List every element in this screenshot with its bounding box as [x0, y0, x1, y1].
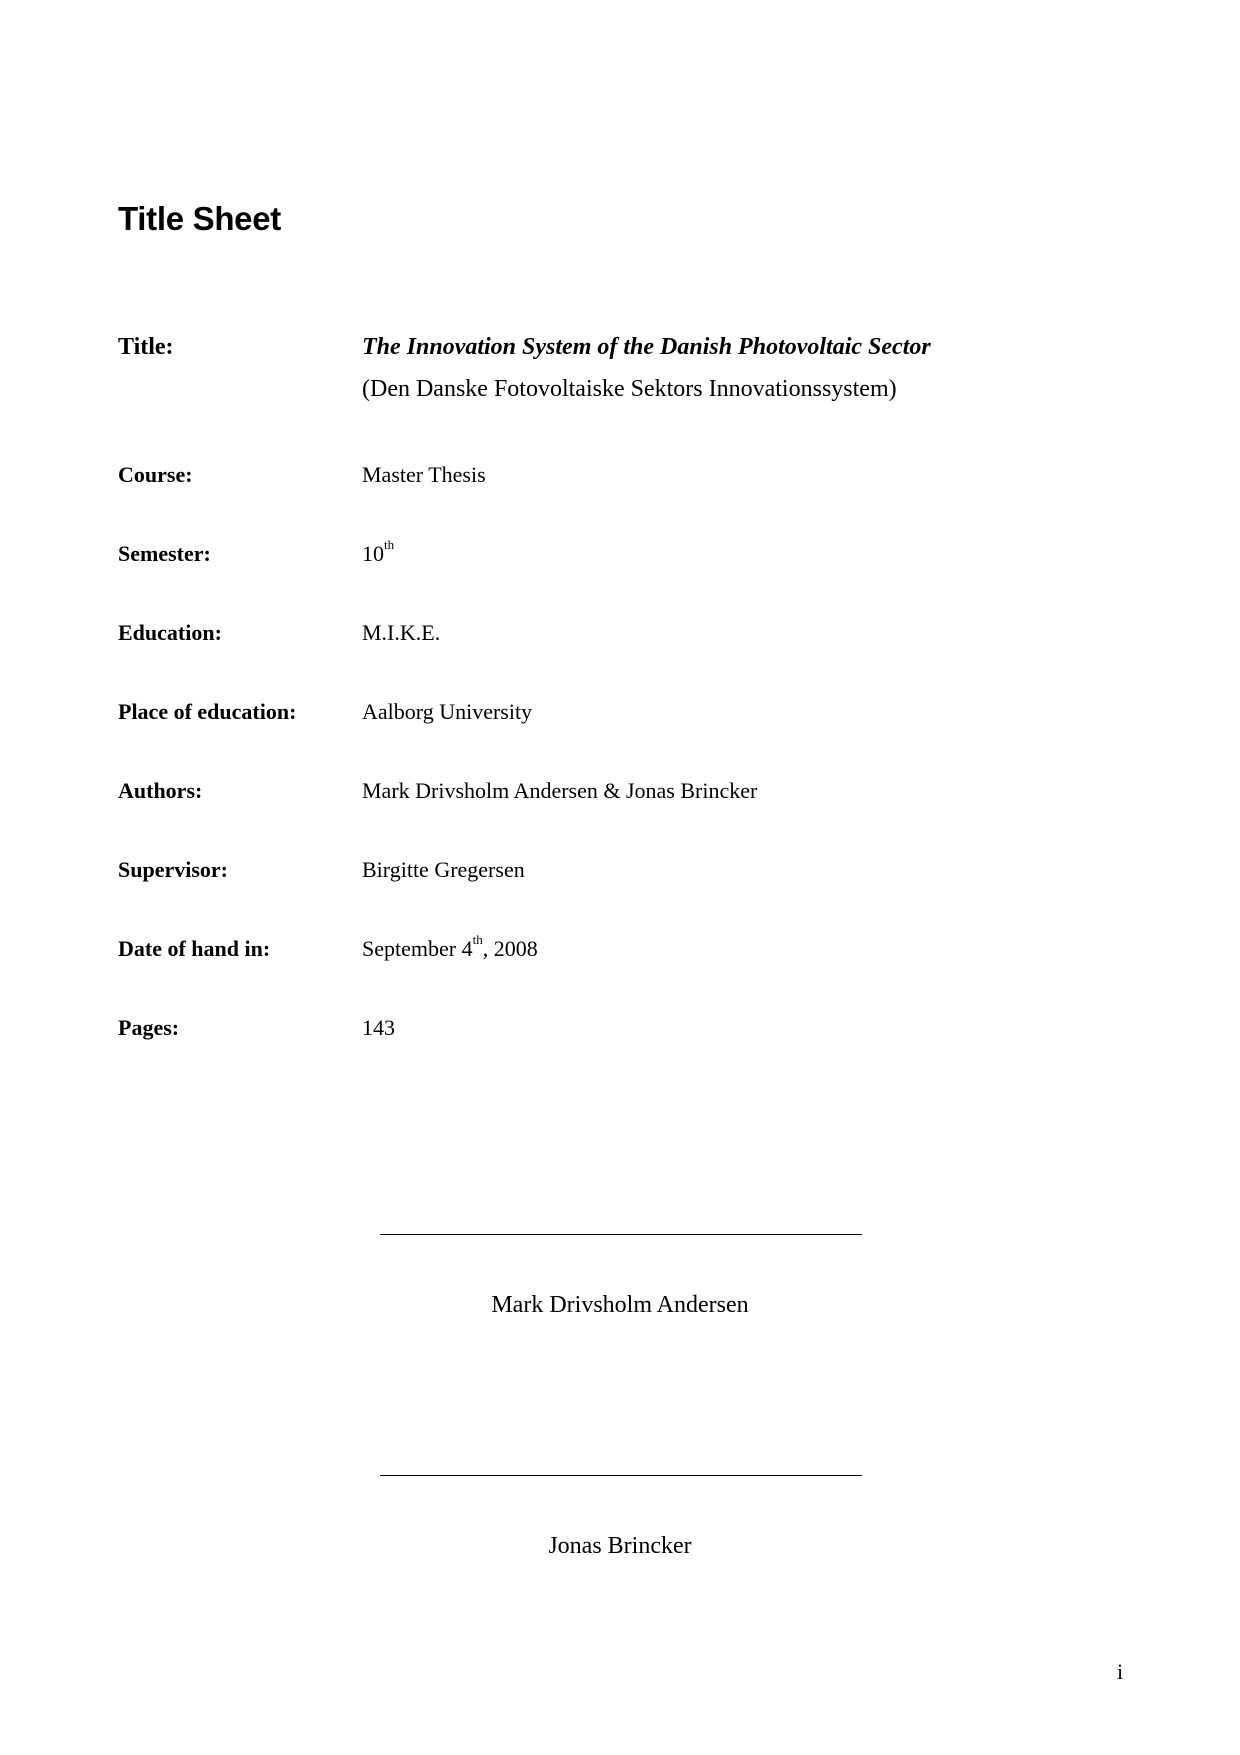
date-year: , 2008: [482, 936, 538, 961]
signature-line-2: [380, 1475, 862, 1476]
field-label-pages: Pages:: [118, 1015, 180, 1040]
thesis-subtitle: (Den Danske Fotovoltaiske Sektors Innovationssystem): [362, 376, 897, 402]
field-label-semester: Semester:: [118, 541, 211, 566]
semester-ordinal-suffix: th: [384, 537, 395, 552]
field-label-education: Education:: [118, 620, 222, 645]
field-value-course: Master Thesis: [362, 462, 486, 487]
field-label-authors: Authors:: [118, 778, 203, 803]
field-value-authors: Mark Drivsholm Andersen & Jonas Brincker: [362, 778, 758, 803]
field-label-date-of-hand-in: Date of hand in:: [118, 936, 271, 961]
signature-line-1: [380, 1234, 862, 1235]
date-ordinal-suffix: th: [472, 932, 483, 947]
field-label-place-of-education: Place of education:: [118, 699, 297, 724]
field-value-education: M.I.K.E.: [362, 620, 441, 645]
field-label-supervisor: Supervisor:: [118, 857, 228, 882]
thesis-title: The Innovation System of the Danish Photovoltaic Sector: [362, 334, 931, 360]
page-number: i: [1117, 1659, 1124, 1684]
page-heading: Title Sheet: [118, 200, 281, 237]
field-value-place-of-education: Aalborg University: [362, 699, 533, 724]
field-value-semester: [362, 537, 395, 567]
field-value-date-of-hand-in: [362, 932, 538, 962]
field-label-title: Title:: [118, 334, 174, 360]
semester-number: 10: [362, 541, 384, 566]
signature-name-2: Jonas Brincker: [548, 1533, 692, 1559]
field-value-pages: 143: [362, 1015, 395, 1040]
field-label-course: Course:: [118, 462, 193, 487]
signature-name-1: Mark Drivsholm Andersen: [491, 1292, 749, 1318]
date-month-day: September 4: [362, 936, 473, 961]
field-value-supervisor: Birgitte Gregersen: [362, 857, 525, 882]
